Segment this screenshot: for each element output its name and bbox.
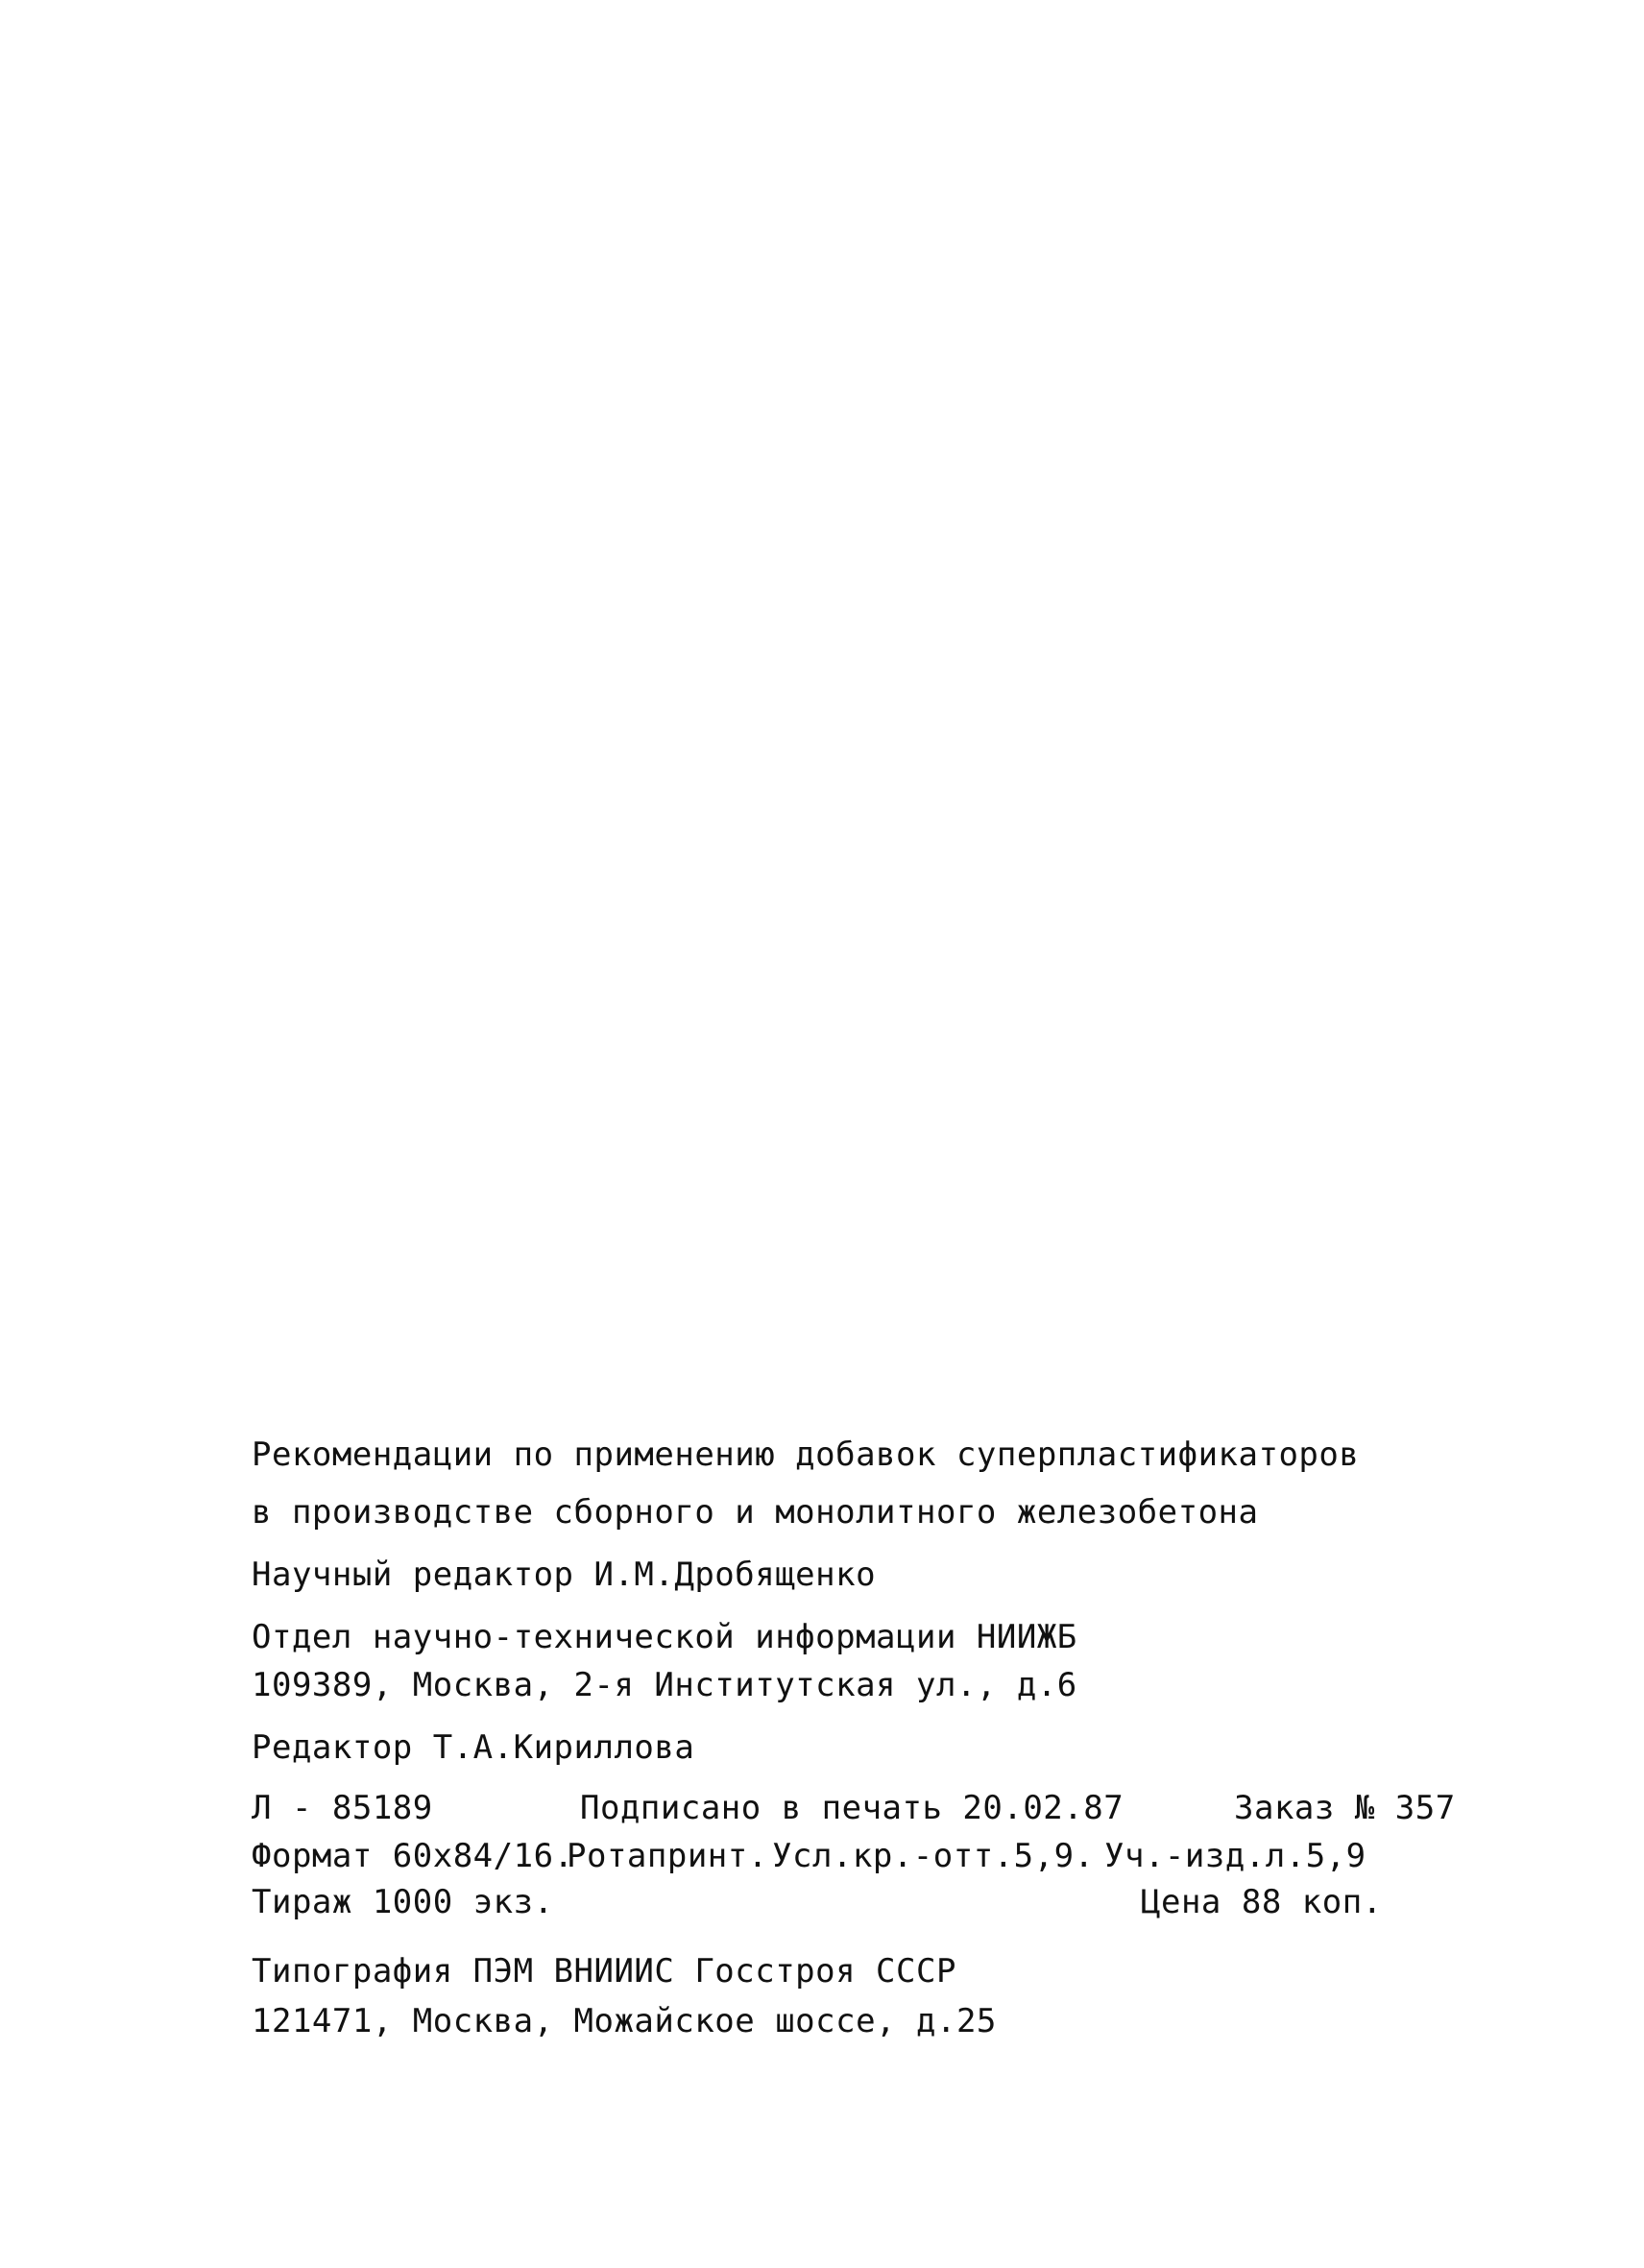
signed-to-print: Подписано в печать 20.02.87 [580, 1789, 1124, 1827]
publisher-sheets: Уч.-изд.л.5,9 [1104, 1837, 1366, 1875]
printing-house: Типография ПЭМ ВНИИИС Госстроя СССР [252, 1952, 956, 1991]
printing-method: Ротапринт. [567, 1837, 768, 1875]
printing-house-address: 121471, Москва, Можайское шоссе, д.25 [252, 2002, 997, 2040]
format: Формат 60х84/16. [252, 1837, 574, 1875]
order-number: Заказ № 357 [1234, 1789, 1456, 1827]
title-line-1: Рекомендации по применению добавок суперпластификаторов [252, 1436, 1360, 1474]
print-sheets: Усл.кр.-отт.5,9. [772, 1837, 1095, 1875]
department-name: Отдел научно-технической информации НИИЖБ [252, 1618, 1077, 1656]
circulation: Тираж 1000 экз. [252, 1883, 554, 1921]
price: Цена 88 коп. [1141, 1883, 1383, 1921]
editor: Редактор Т.А.Кириллова [252, 1728, 695, 1767]
format-row [252, 1837, 1404, 1875]
title-line-2: в производстве сборного и монолитного железобетона [252, 1493, 1259, 1532]
scientific-editor: Научный редактор И.М.Дробященко [252, 1556, 877, 1594]
print-details-row [252, 1789, 1456, 1827]
circulation-row [252, 1883, 1404, 1921]
license-number: Л - 85189 [252, 1789, 433, 1827]
department-address: 109389, Москва, 2-я Институтская ул., д.6 [252, 1666, 1077, 1704]
